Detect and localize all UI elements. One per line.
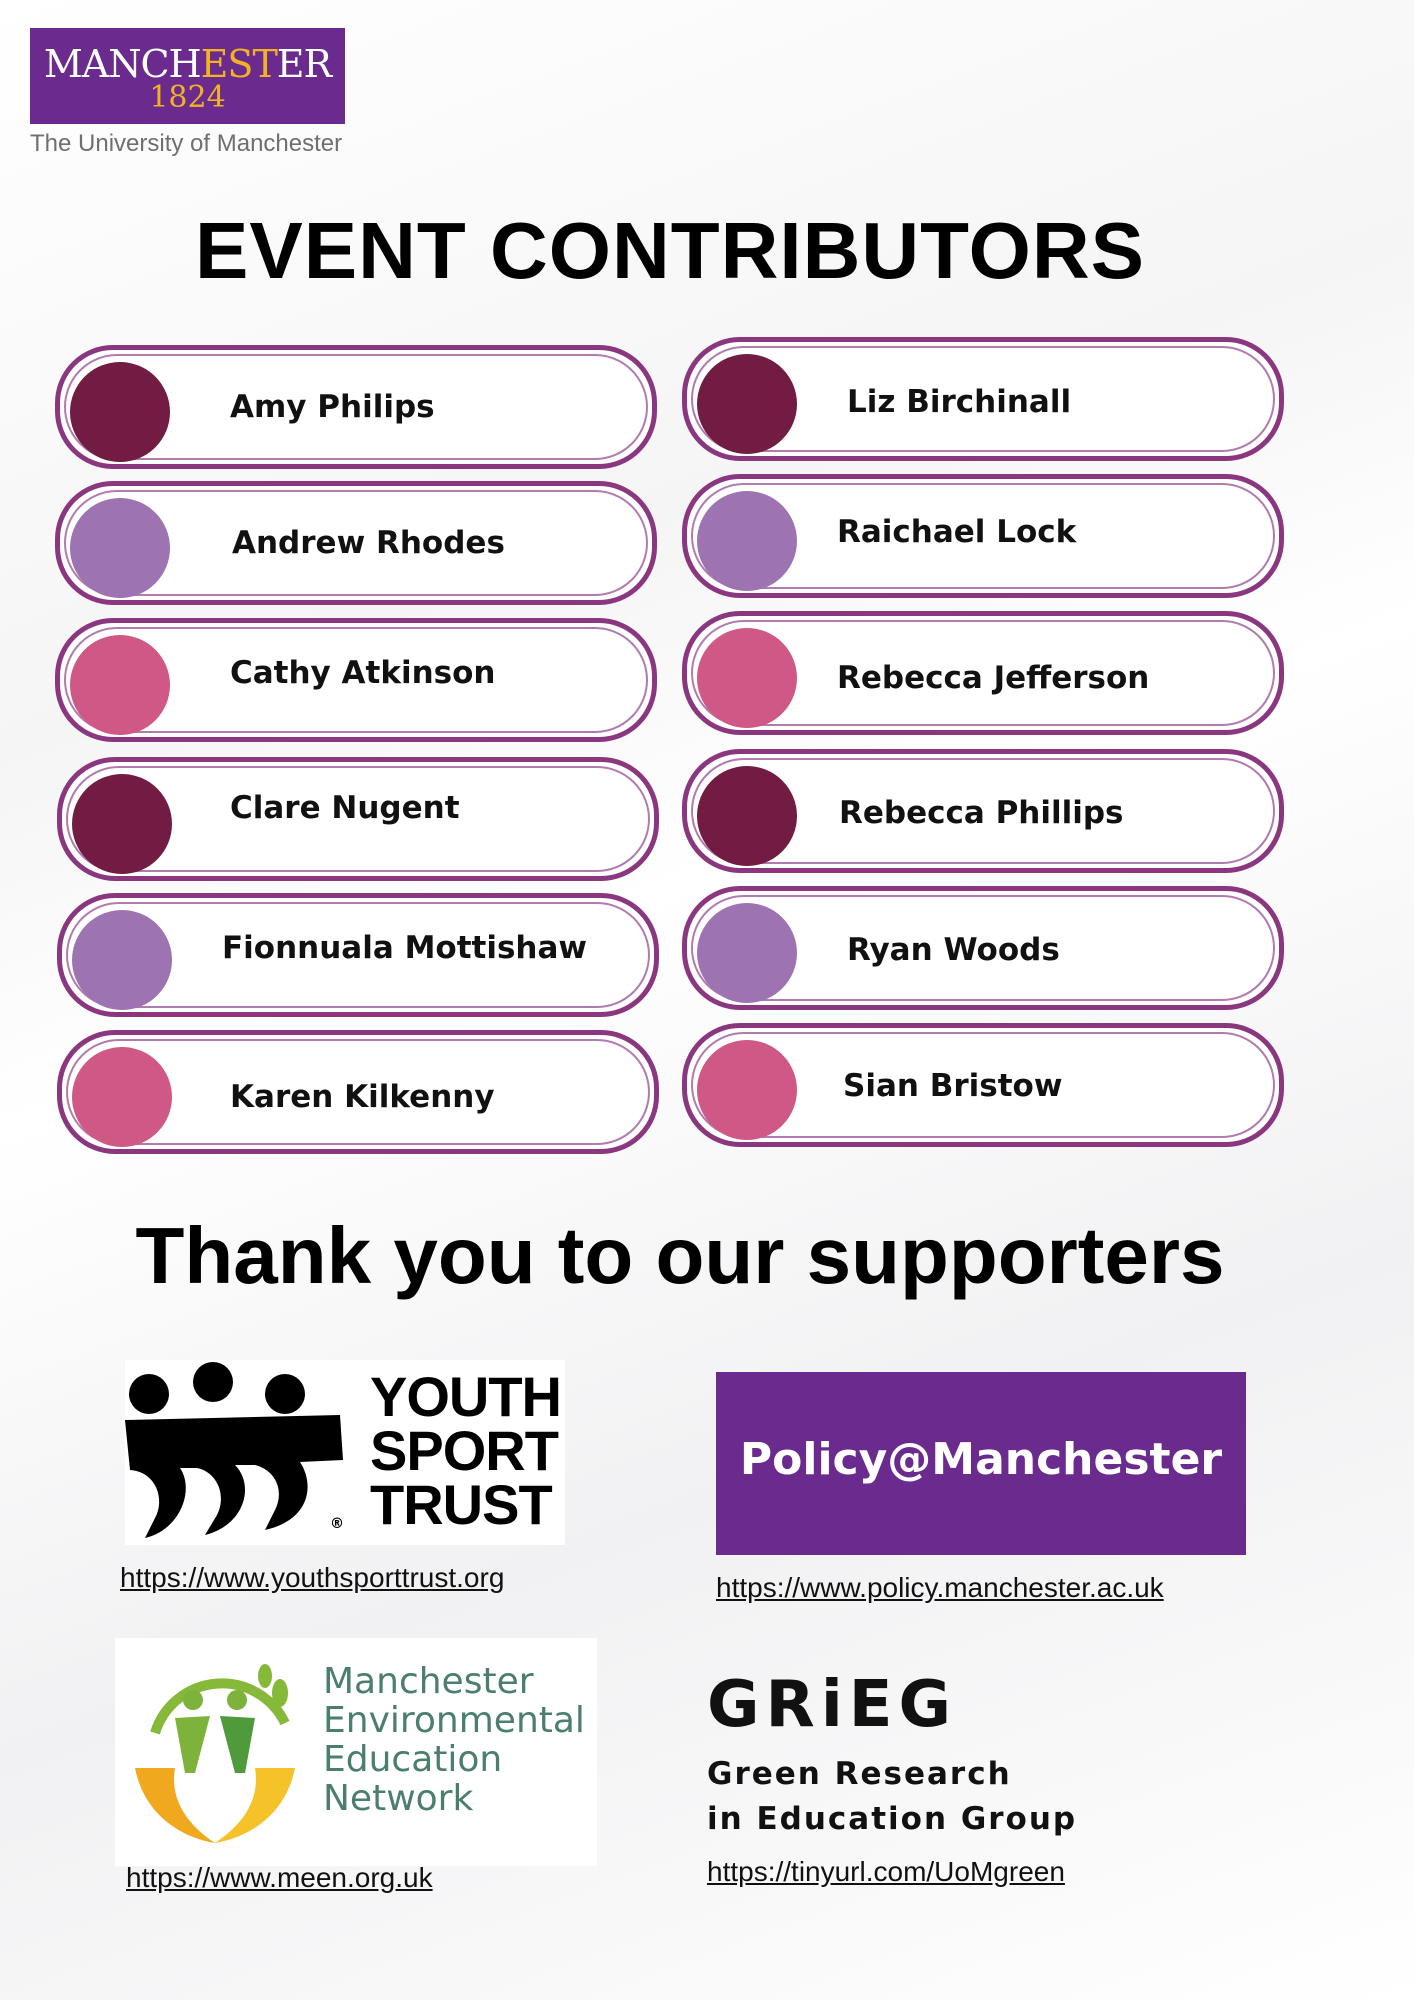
contributor-circle — [697, 491, 797, 591]
contributor-card — [682, 886, 1284, 1010]
contributor-card — [57, 757, 659, 881]
university-year: 1824 — [149, 80, 226, 115]
contributor-circle — [697, 354, 797, 454]
grieg-link[interactable]: https://tinyurl.com/UoMgreen — [707, 1856, 1065, 1887]
contributor-name: Rebecca Jefferson — [837, 660, 1150, 696]
contributor-name: Andrew Rhodes — [232, 525, 505, 561]
meen-link[interactable]: https://www.meen.org.uk — [126, 1862, 433, 1893]
contributor-card — [55, 481, 657, 605]
contributor-card — [682, 337, 1284, 461]
university-logo — [30, 28, 345, 124]
grieg-subtitle: Green Research in Education Group — [707, 1756, 1078, 1837]
youth-sport-trust-link[interactable]: https://www.youthsporttrust.org — [120, 1562, 505, 1593]
registered-mark: ® — [330, 1516, 344, 1532]
policy-manchester-wordmark: Policy@Manchester — [739, 1434, 1223, 1485]
meen-logo — [115, 1638, 597, 1866]
contributor-circle — [72, 1047, 172, 1147]
contributor-circle — [697, 628, 797, 728]
contributor-name: Amy Philips — [230, 389, 435, 425]
contributor-circle — [697, 903, 797, 1003]
policy-manchester-logo — [716, 1372, 1246, 1555]
contributor-card — [57, 1030, 659, 1154]
meen-wordmark: Manchester Environmental Education Network — [323, 1661, 585, 1819]
supporters-heading: Thank you to our supporters — [135, 1211, 1225, 1300]
contributor-card — [682, 1023, 1284, 1147]
contributor-card — [682, 749, 1284, 873]
contributor-circle — [70, 498, 170, 598]
contributor-circle — [697, 1040, 797, 1140]
contributor-name: Clare Nugent — [230, 790, 460, 826]
contributor-card — [55, 345, 657, 469]
page-title: EVENT CONTRIBUTORS — [195, 206, 1145, 295]
contributor-circle — [70, 635, 170, 735]
youth-sport-trust-wordmark: YOUTH SPORT TRUST — [370, 1365, 561, 1536]
contributor-name: Raichael Lock — [837, 514, 1077, 550]
policy-manchester-link[interactable]: https://www.policy.manchester.ac.uk — [716, 1572, 1164, 1603]
youth-sport-trust-logo — [125, 1360, 565, 1545]
contributor-card — [57, 893, 659, 1017]
contributor-name: Karen Kilkenny — [230, 1079, 495, 1115]
contributor-name: Cathy Atkinson — [230, 655, 496, 691]
contributor-card — [55, 618, 657, 742]
contributor-circle — [697, 766, 797, 866]
contributor-name: Ryan Woods — [847, 932, 1060, 968]
contributor-name: Fionnuala Mottishaw — [222, 930, 588, 966]
contributor-name: Sian Bristow — [843, 1068, 1063, 1104]
grieg-logo: GRiEG — [707, 1668, 957, 1742]
contributor-card — [682, 474, 1284, 598]
contributor-circle — [72, 774, 172, 874]
meen-hands-people-icon — [115, 1638, 315, 1866]
contributor-name: Liz Birchinall — [847, 384, 1072, 420]
contributor-circle — [72, 910, 172, 1010]
contributor-circle — [70, 362, 170, 462]
contributor-name: Rebecca Phillips — [839, 795, 1124, 831]
contributor-card — [682, 611, 1284, 735]
university-subtitle: The University of Manchester — [30, 130, 343, 157]
youth-sport-trust-figures-icon — [125, 1360, 365, 1545]
university-wordmark: MANCHESTER — [43, 42, 332, 86]
